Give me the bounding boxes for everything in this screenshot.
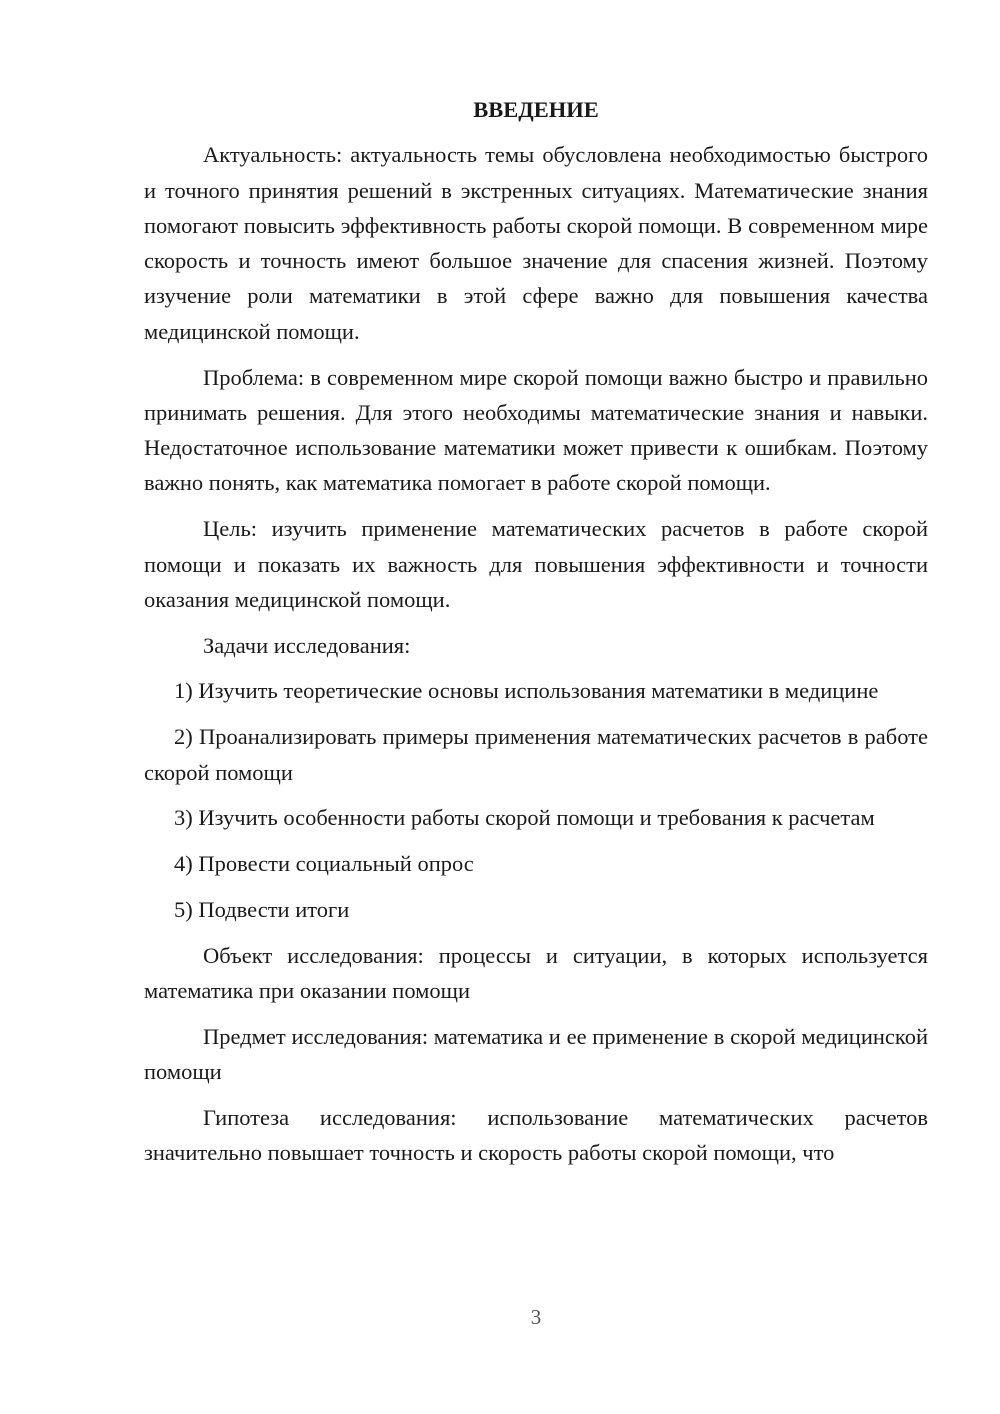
document-body [144, 92, 928, 1181]
section-title: ВВЕДЕНИЕ [473, 97, 599, 122]
paragraph-subject: Предмет исследования: математика и ее применение в скорой медицинской помощи [144, 1023, 928, 1085]
paragraph-object: Объект исследования: процессы и ситуации, в которых используется математика при оказании помощи [144, 942, 928, 1004]
paragraph-relevance: Актуальность: актуальность темы обусловлена необходимостью быстрого и точного принятия решений в экстренных ситуациях. Математические знания помогают повысить эффективность работы скорой помощи. В современном мире скорость и точность имеют большое значение для спасения жизней. Поэтому изучение роли математики в этой сфере важно для повышения качества медицинской помощи. [144, 142, 928, 344]
task-item-2: 2) Проанализировать примеры применения математических расчетов в работе скорой помощи [144, 724, 928, 785]
paragraph-goal: Цель: изучить применение математических расчетов в работе скорой помощи и показать их важность для повышения эффективности и точности оказания медицинской помощи. [144, 516, 928, 612]
paragraph-hypothesis: Гипотеза исследования: использование математических расчетов значительно повышает точность и скорость работы скорой помощи, что [144, 1104, 928, 1166]
paragraph-tasks-heading: Задачи исследования: [203, 632, 411, 658]
task-item-1: 1) Изучить теоретические основы использования математики в медицине [174, 678, 879, 704]
paragraph-problem: Проблема: в современном мире скорой помощи важно быстро и правильно принимать решения. Для этого необходимы математические знания и навыки. Недостаточное использование математики может привести к ошибкам. Поэтому важно понять, как математика помогает в работе скорой помощи. [144, 364, 928, 496]
task-item-4: 4) Провести социальный опрос [174, 851, 474, 877]
task-item-3: 3) Изучить особенности работы скорой помощи и требования к расчетам [174, 805, 875, 831]
task-item-5: 5) Подвести итоги [174, 896, 350, 922]
page-number: 3 [530, 1305, 542, 1329]
